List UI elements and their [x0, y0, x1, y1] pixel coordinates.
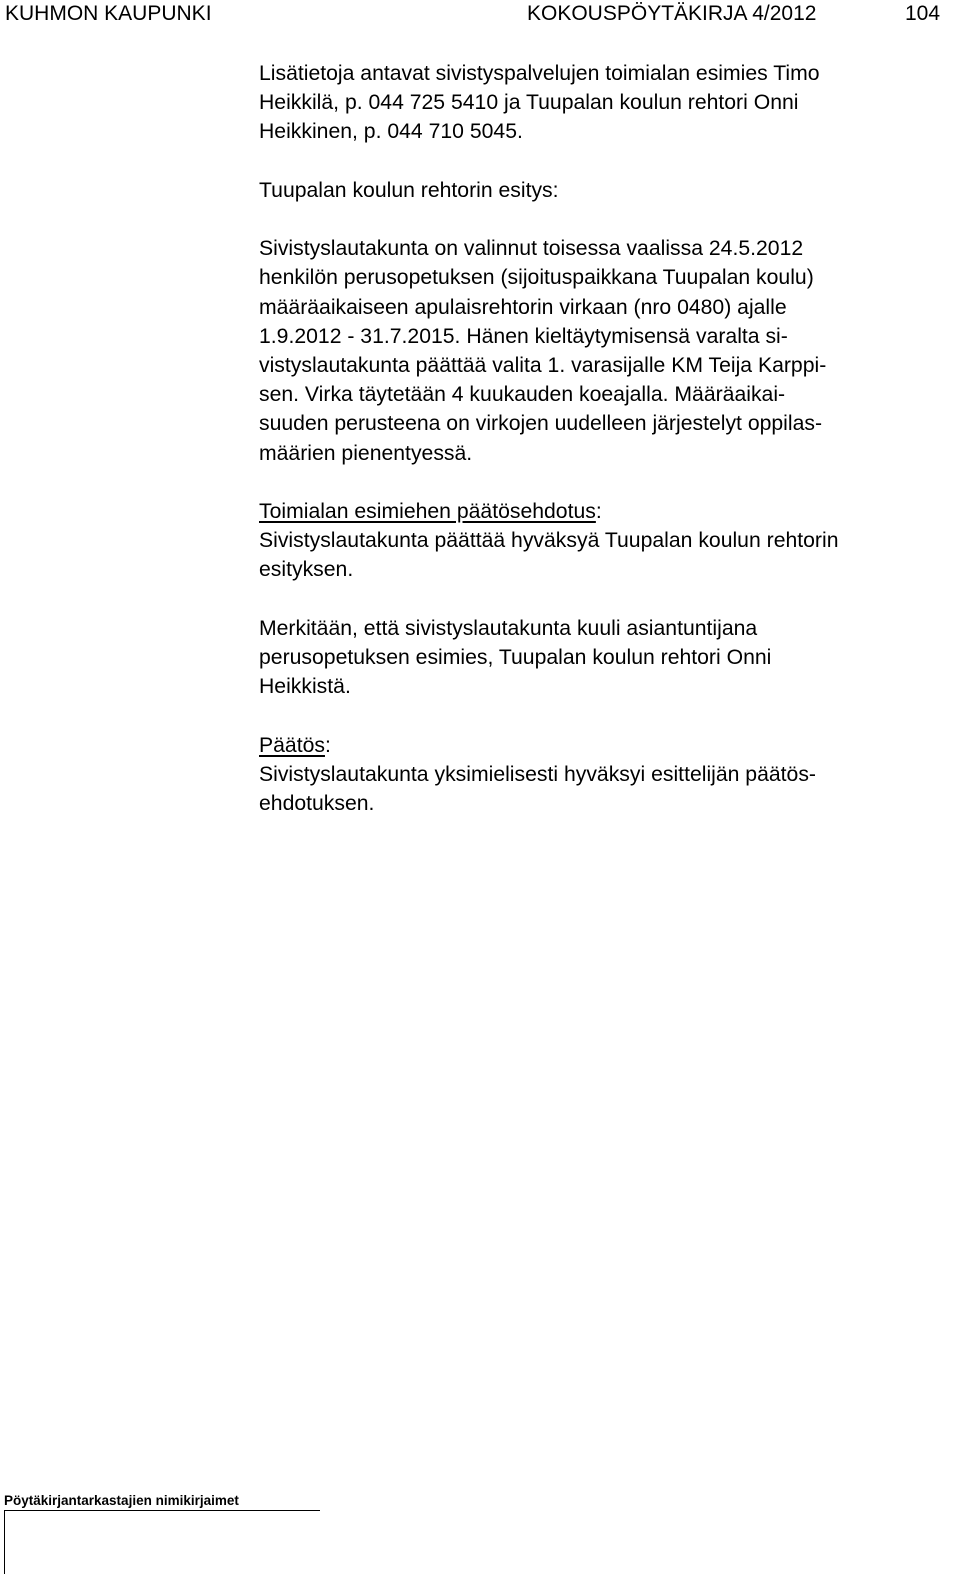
signature-footer	[4, 1493, 324, 1575]
decision-proposal-label: Toimialan esimiehen päätösehdotus	[259, 500, 596, 523]
text-line: perusopetuksen esimies, Tuupalan koulun rehtori Onni	[259, 646, 772, 669]
text-line: esityksen.	[259, 558, 354, 582]
decision-proposal-paragraph	[259, 497, 959, 585]
page-header	[0, 0, 960, 30]
proposal-paragraph	[259, 234, 959, 468]
document-body	[259, 59, 959, 847]
text-line: henkilön perusopetuksen (sijoituspaikkana Tuupalan koulu)	[259, 266, 814, 290]
text-line: Sivistyslautakunta yksimielisesti hyväksyi esittelijän päätös-	[259, 762, 816, 786]
decision-label: Päätös	[259, 733, 325, 757]
proposal-heading	[259, 176, 959, 205]
text-line: määräaikaiseen apulaisrehtorin virkaan (nro 0480) ajalle	[259, 295, 787, 319]
text-line: Heikkinen, p. 044 710 5045.	[259, 120, 523, 144]
text-line: Sivistyslautakunta päättää hyväksyä Tuupalan koulun rehtorin	[259, 529, 839, 553]
text-line: Sivistyslautakunta on valinnut toisessa vaalissa 24.5.2012	[259, 237, 804, 261]
decision-paragraph	[259, 731, 959, 819]
document-title: KOKOUSPÖYTÄKIRJA 4/2012	[527, 2, 817, 25]
text-line: Merkitään, että sivistyslautakunta kuuli asiantuntijana	[259, 616, 758, 640]
text-line: suuden perusteena on virkojen uudelleen järjestelyt oppilas-	[259, 412, 823, 436]
decision-heading: Päätös:	[259, 733, 331, 757]
text-line: Lisätietoja antavat sivistyspalvelujen toimialan esimies Timo	[259, 62, 820, 85]
signature-box	[4, 1510, 321, 1574]
text-line: vistyslautakunta päättää valita 1. varasijalle KM Teija Karppi-	[259, 354, 827, 377]
text-line: Heikkistä.	[259, 675, 351, 699]
note-paragraph	[259, 614, 959, 702]
text-line: määrien pienentyessä.	[259, 441, 473, 465]
text-line: Tuupalan koulun rehtorin esitys:	[259, 178, 559, 202]
text-line: Heikkilä, p. 044 725 5410 ja Tuupalan koulun rehtori Onni	[259, 91, 799, 115]
text-line: sen. Virka täytetään 4 kuukauden koeajalla. Määräaikai-	[259, 383, 786, 407]
organization-name: KUHMON KAUPUNKI	[5, 2, 212, 25]
contact-paragraph	[259, 59, 959, 147]
text-line: ehdotuksen.	[259, 792, 375, 815]
text-line: 1.9.2012 - 31.7.2015. Hänen kieltäytymisensä varalta si-	[259, 324, 788, 348]
page-number: 104	[905, 2, 941, 25]
signature-label: Pöytäkirjantarkastajien nimikirjaimet	[4, 1493, 320, 1511]
decision-proposal-heading: Toimialan esimiehen päätösehdotus:	[259, 500, 602, 523]
